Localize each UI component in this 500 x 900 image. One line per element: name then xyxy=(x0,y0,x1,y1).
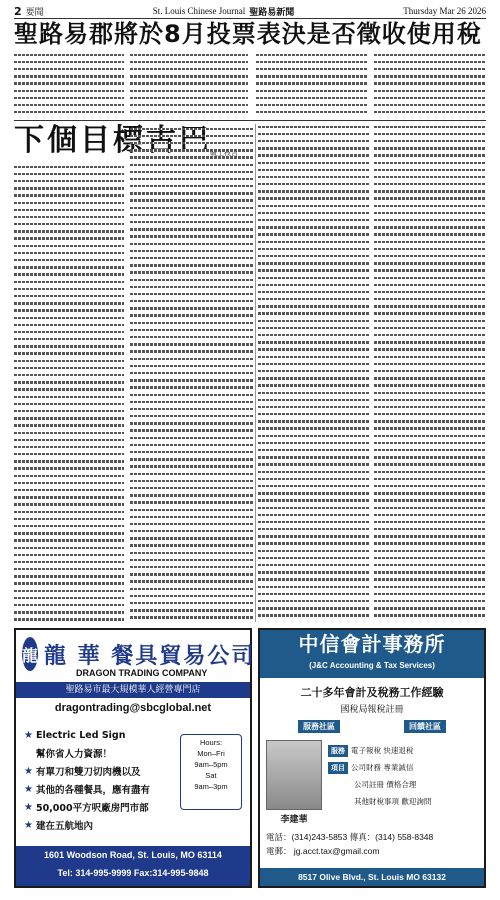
feature-col-1 xyxy=(14,164,124,622)
dragon-name-en: DRAGON TRADING COMPANY xyxy=(76,668,208,678)
star-icon: ★ xyxy=(24,801,33,813)
list-item: 項目 公司財務 專業誠信 xyxy=(328,759,480,776)
list-item: ★ 50,000平方呎廠房門市部 xyxy=(24,801,149,814)
dragon-phone[interactable]: Tel: 314-995-9999 Fax:314-995-9848 xyxy=(57,868,209,878)
jc-services-list xyxy=(328,742,480,810)
jc-tags xyxy=(266,718,478,734)
page-headline: 聖路易郡將於8月投票表決是否徵收使用稅 xyxy=(14,20,482,48)
list-item: ★ 建在五航地內 xyxy=(24,819,93,832)
dragon-name-cn: 龍 華 餐具貿易公司 xyxy=(44,643,256,669)
page-number: 2 xyxy=(14,4,22,18)
dragon-feature-list xyxy=(24,726,184,834)
jc-email[interactable]: 電郵： jg.acct.tax@gmail.com xyxy=(266,846,380,856)
jc-address: 8517 Olive Blvd., St. Louis MO 63132 xyxy=(260,868,484,886)
list-item: 幫你省人力資源！ xyxy=(35,749,112,760)
jc-person-name: 李建華 xyxy=(280,815,308,825)
star-icon: ★ xyxy=(24,819,33,831)
jc-name-en: (J&C Accounting & Tax Services) xyxy=(309,661,435,670)
star-icon: ★ xyxy=(24,783,33,795)
feature-byline: 破土枝言 xyxy=(210,149,238,157)
feature-col-2 xyxy=(130,126,254,622)
dragon-email[interactable]: dragontrading@sbcglobal.net xyxy=(54,702,212,714)
feature-col-3 xyxy=(258,124,370,622)
headline-article-col-4 xyxy=(374,52,486,118)
headline-article-col-2 xyxy=(130,52,248,118)
jc-subtitle: 國稅局報稅註冊 xyxy=(340,705,404,715)
dragon-logo-icon: 龍 xyxy=(22,637,38,671)
section-divider xyxy=(14,120,486,121)
jc-contact xyxy=(266,830,478,858)
headline-article-col-1 xyxy=(14,52,124,118)
issue-date: Thursday Mar 26 2026 xyxy=(403,6,486,16)
dragon-address: 1601 Woodson Road, St. Louis, MO 63114 xyxy=(44,850,222,860)
section-label: 要聞 xyxy=(25,7,44,18)
jc-tag: 回饋社區 xyxy=(404,720,446,733)
feature-col-4 xyxy=(374,124,486,622)
jc-accounting-ad[interactable] xyxy=(258,628,486,888)
list-item: 公司註冊 價格合理 xyxy=(354,780,417,789)
column-divider-1 xyxy=(255,124,256,622)
star-icon: ★ xyxy=(24,729,33,741)
feature-title: 下個目標古巴 xyxy=(14,123,212,158)
paper-name-cn: 聖路易新聞 xyxy=(249,6,295,17)
jc-header xyxy=(260,630,484,678)
list-item: ★ 其他的各種餐具，應有盡有 xyxy=(24,783,150,796)
paper-name-en: St. Louis Chinese Journal xyxy=(152,6,246,16)
list-item: ★ Electric Led Sign xyxy=(24,729,126,741)
jc-tag: 服務社區 xyxy=(298,720,340,733)
headline-article-col-3 xyxy=(256,52,368,118)
jc-slogan: 二十多年會計及稅務工作經驗 xyxy=(300,686,444,699)
store-hours: Hours: Mon–Fri 9am–5pm Sat 9am–3pm xyxy=(180,734,242,810)
dragon-contact-footer xyxy=(16,846,250,886)
page-header xyxy=(14,4,486,19)
list-item: 服務 電子報稅 快速退稅 xyxy=(328,742,480,759)
dragon-trading-ad[interactable] xyxy=(14,628,256,888)
star-icon: ★ xyxy=(24,765,33,777)
list-item: ★ 有單刀和雙刀切肉機以及 xyxy=(24,765,141,778)
jc-phone[interactable]: 電話：(314)243-5853 傳真：(314) 558-8348 xyxy=(266,832,434,842)
jc-name-cn: 中信會計事務所 xyxy=(298,632,446,656)
list-item: 其他財稅事項 歡迎詢問 xyxy=(354,797,432,806)
jc-person-photo xyxy=(266,740,322,810)
dragon-banner: 聖路易市最大規模華人經營專門店 xyxy=(16,682,250,698)
